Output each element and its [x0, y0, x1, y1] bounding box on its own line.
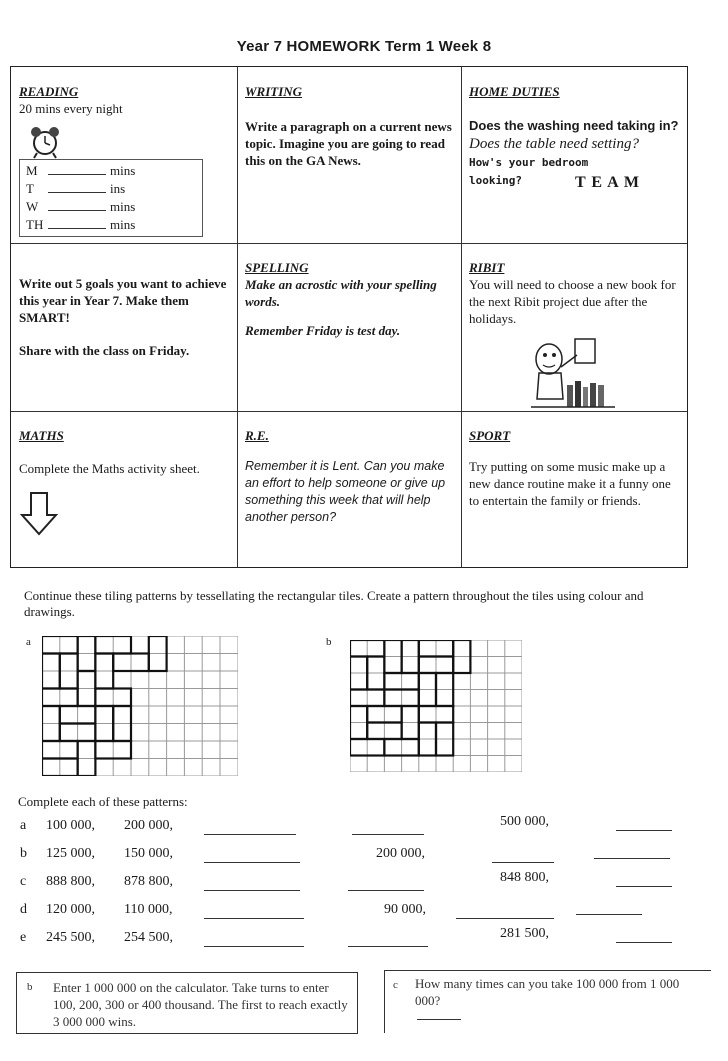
- reading-subheading: 20 mins every night: [19, 101, 123, 116]
- pattern-value: 878 800,: [124, 874, 173, 889]
- reading-log-row: M mins: [26, 163, 136, 178]
- home-duties-heading: HOME DUTIES: [469, 84, 560, 99]
- arrow-down-icon: [19, 491, 59, 537]
- reading-log-row: TH mins: [26, 217, 136, 232]
- answer-blank[interactable]: [417, 1019, 461, 1020]
- team-label: T E A M: [575, 174, 640, 191]
- pattern-value: 200 000,: [124, 818, 173, 833]
- pattern-label: b: [20, 846, 27, 861]
- goals-cell: [19, 275, 231, 359]
- maths-cell: [19, 427, 231, 537]
- re-heading: R.E.: [245, 428, 269, 443]
- tiling-pattern-b[interactable]: [350, 640, 522, 772]
- ribit-heading: RIBIT: [469, 260, 505, 275]
- pattern-blank[interactable]: [492, 862, 554, 863]
- pattern-value: 90 000,: [384, 902, 426, 917]
- calculator-game-text: Enter 1 000 000 on the calculator. Take turns to enter 100, 200, 300 or 400 thousand. The first to reach exactly 3 000 000 wins.: [53, 980, 348, 1029]
- grid-divider: [237, 67, 238, 567]
- ribit-text: You will need to choose a new book for the next Ribit project due after the holidays.: [469, 277, 676, 326]
- pattern-value: 100 000,: [46, 818, 95, 833]
- writing-heading: WRITING: [245, 84, 303, 99]
- maths-text: Complete the Maths activity sheet.: [19, 461, 200, 476]
- reading-blank[interactable]: [48, 198, 106, 211]
- pattern-value: 200 000,: [376, 846, 425, 861]
- pattern-blank[interactable]: [204, 918, 304, 919]
- pattern-blank[interactable]: [616, 942, 672, 943]
- subtraction-question-box: [384, 970, 711, 1033]
- tiling-label-a: a: [26, 636, 31, 648]
- pattern-value: 254 500,: [124, 930, 173, 945]
- reading-blank[interactable]: [48, 216, 106, 229]
- pattern-blank[interactable]: [204, 834, 296, 835]
- spelling-text: Make an acrostic with your spelling words.: [245, 277, 437, 309]
- sport-heading: SPORT: [469, 428, 511, 443]
- pattern-value: 281 500,: [500, 926, 549, 941]
- pattern-label: a: [20, 818, 27, 833]
- pattern-label: d: [20, 902, 27, 917]
- ribit-cell: [469, 259, 681, 413]
- pattern-value: 120 000,: [46, 902, 95, 917]
- reading-figure-icon: [523, 333, 623, 413]
- reading-cell: [19, 83, 229, 237]
- pattern-blank[interactable]: [616, 830, 672, 831]
- grid-divider: [461, 67, 462, 567]
- pattern-blank[interactable]: [348, 890, 424, 891]
- maths-heading: MATHS: [19, 428, 64, 443]
- pattern-blank[interactable]: [594, 858, 670, 859]
- reading-heading: READING: [19, 84, 79, 99]
- pattern-blank[interactable]: [616, 886, 672, 887]
- pattern-blank[interactable]: [204, 890, 300, 891]
- home-duties-q1: Does the washing need taking in?: [469, 118, 679, 133]
- page-title: Year 7 HOMEWORK Term 1 Week 8: [236, 38, 492, 55]
- spelling-heading: SPELLING: [245, 260, 309, 275]
- pattern-value: 848 800,: [500, 870, 549, 885]
- alarm-clock-icon: [27, 123, 67, 161]
- calculator-game-label: b: [27, 981, 33, 993]
- home-duties-cell: [469, 83, 681, 194]
- pattern-blank[interactable]: [576, 914, 642, 915]
- pattern-value: 125 000,: [46, 846, 95, 861]
- patterns-heading: Complete each of these patterns:: [18, 794, 188, 809]
- pattern-label: c: [20, 874, 27, 889]
- tiling-pattern-a[interactable]: [42, 636, 238, 776]
- spelling-cell: [245, 259, 455, 339]
- home-duties-q3: How's your bedroom looking?: [469, 156, 589, 187]
- re-text: Remember it is Lent. Can you make an effort to help someone or give up something this week that will help another person?: [245, 459, 446, 524]
- goals-text: Write out 5 goals you want to achieve this year in Year 7. Make them SMART!: [19, 276, 227, 325]
- writing-cell: [245, 83, 455, 169]
- pattern-blank[interactable]: [352, 834, 424, 835]
- sport-text: Try putting on some music make up a new dance routine make it a funny one to entertain the family or friends.: [469, 459, 671, 508]
- pattern-blank[interactable]: [456, 918, 554, 919]
- pattern-blank[interactable]: [204, 862, 300, 863]
- pattern-value: 245 500,: [46, 930, 95, 945]
- writing-text: Write a paragraph on a current news topic. Imagine you are going to read this on the GA News.: [245, 119, 452, 168]
- reading-log-row: T ins: [26, 181, 126, 196]
- reading-blank[interactable]: [48, 162, 106, 175]
- pattern-label: e: [20, 930, 27, 945]
- grid-divider: [11, 243, 687, 244]
- pattern-blank[interactable]: [204, 946, 304, 947]
- reading-log: [19, 159, 203, 237]
- tiling-label-b: b: [326, 636, 332, 648]
- reading-log-row: W mins: [26, 199, 136, 214]
- tiling-instructions: Continue these tiling patterns by tessellating the rectangular tiles. Create a pattern throughout the tiles using colour and drawings.: [24, 588, 644, 619]
- goals-share: Share with the class on Friday.: [19, 343, 190, 358]
- re-cell: [245, 427, 455, 526]
- home-duties-q2: Does the table need setting?: [469, 136, 639, 152]
- calculator-game-box: [16, 972, 358, 1034]
- spelling-reminder: Remember Friday is test day.: [245, 323, 401, 338]
- reading-blank[interactable]: [48, 180, 106, 193]
- pattern-blank[interactable]: [348, 946, 428, 947]
- sport-cell: [469, 427, 681, 509]
- homework-grid: [10, 66, 688, 568]
- pattern-value: 110 000,: [124, 902, 173, 917]
- pattern-value: 500 000,: [500, 814, 549, 829]
- subtraction-question-label: c: [393, 979, 398, 991]
- subtraction-question-text: How many times can you take 100 000 from 1 000 000?: [415, 976, 680, 1008]
- pattern-value: 150 000,: [124, 846, 173, 861]
- pattern-value: 888 800,: [46, 874, 95, 889]
